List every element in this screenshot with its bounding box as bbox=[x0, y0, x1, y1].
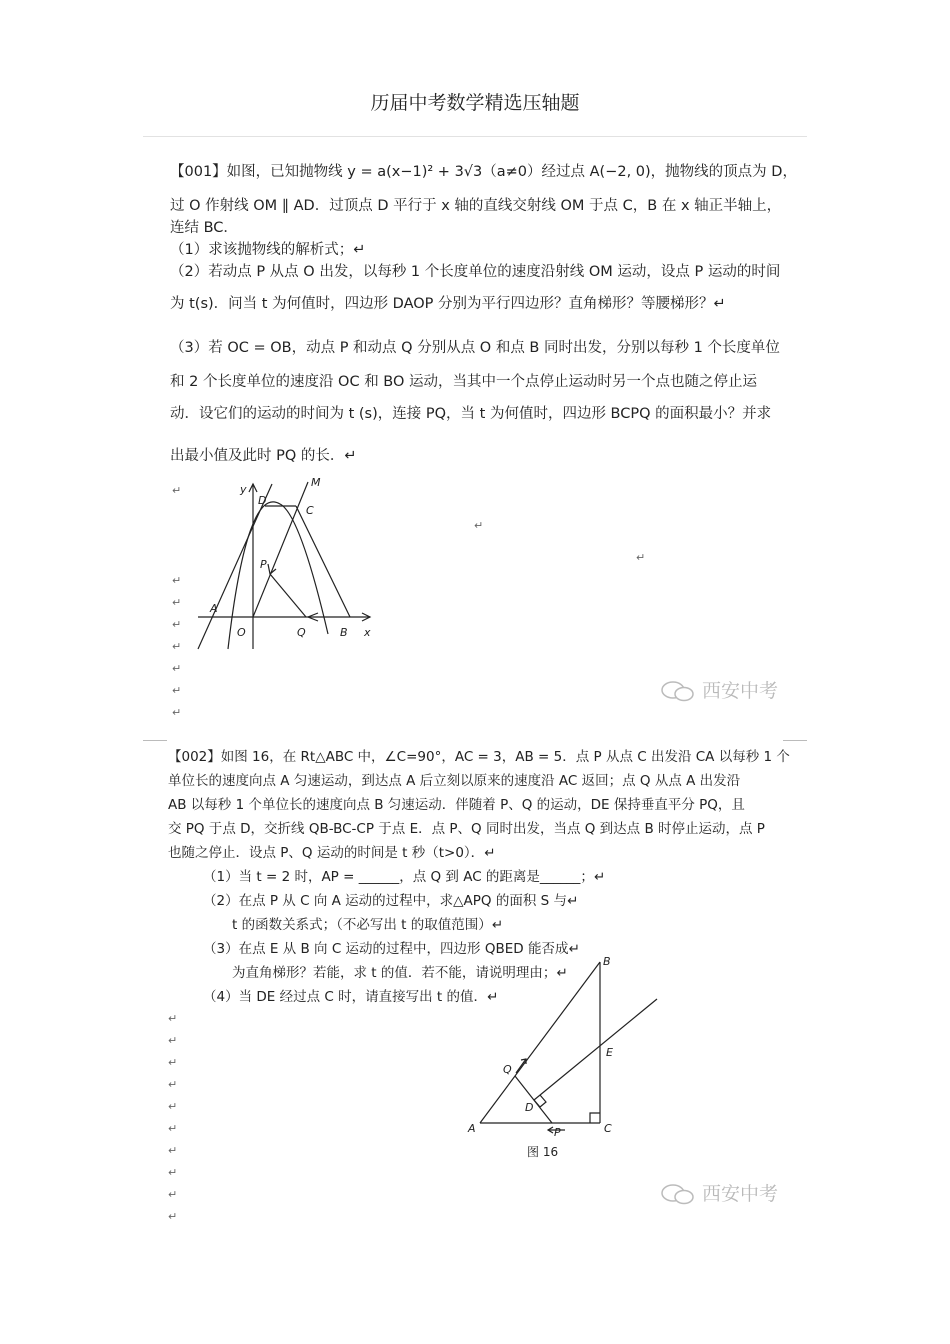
problem-1-question: 和 2 个长度单位的速度沿 OC 和 BO 运动，当其中一个点停止运动时另一个点也随之停止运 bbox=[170, 374, 758, 390]
label-D: D bbox=[525, 1101, 534, 1114]
return-mark: ↵ bbox=[172, 662, 182, 675]
page-title: 历届中考数学精选压轴题 bbox=[370, 92, 580, 114]
label-B: B bbox=[340, 626, 348, 639]
wechat-icon bbox=[660, 680, 696, 702]
right-angle-C bbox=[590, 1113, 600, 1123]
return-mark: ↵ bbox=[172, 706, 182, 719]
q-arrow-shaft bbox=[516, 1059, 526, 1073]
wechat-icon bbox=[660, 1183, 696, 1205]
label-C: C bbox=[604, 1122, 612, 1135]
return-mark: ↵ bbox=[172, 640, 182, 653]
triangle-figure bbox=[460, 950, 670, 1165]
problem-1-question: （3）若 OC = OB，动点 P 和动点 Q 分别从点 O 和点 B 同时出发，分别以每秒 1 个长度单位 bbox=[170, 340, 780, 356]
return-mark: ↵ bbox=[168, 1210, 178, 1223]
side-AB bbox=[480, 962, 600, 1123]
problem-2-line: 单位长的速度向点 A 匀速运动，到达点 A 后立刻以原来的速度沿 AC 返回；点 Q 从点 A 出发沿 bbox=[168, 773, 741, 789]
segment-PQ bbox=[515, 1076, 552, 1123]
return-mark: ↵ bbox=[172, 684, 182, 697]
return-mark: ↵ bbox=[168, 1166, 178, 1179]
label-O: O bbox=[237, 626, 246, 639]
label-A: A bbox=[468, 1122, 476, 1135]
label-P: P bbox=[260, 558, 267, 571]
line-DE bbox=[534, 999, 657, 1100]
label-Q: Q bbox=[503, 1063, 512, 1076]
problem-2-line: 【002】如图 16，在 Rt△ABC 中，∠C=90°，AC = 3，AB = 5．点 P 从点 C 出发沿 CA 以每秒 1 个 bbox=[168, 749, 790, 765]
problem-2-question: t 的函数关系式；（不必写出 t 的取值范围）↵ bbox=[232, 917, 504, 933]
problem-1-question: （2）若动点 P 从点 O 出发，以每秒 1 个长度单位的速度沿射线 OM 运动，设点 P 运动的时间 bbox=[170, 264, 781, 280]
label-B: B bbox=[603, 955, 611, 968]
problem-2-line: 也随之停止．设点 P、Q 运动的时间是 t 秒（t>0）．↵ bbox=[168, 845, 496, 861]
problem-1-line: 连结 BC． bbox=[170, 220, 238, 236]
return-mark: ↵ bbox=[168, 1144, 178, 1157]
return-mark: ↵ bbox=[636, 551, 646, 564]
label-D: D bbox=[258, 494, 267, 507]
problem-2-question: （3）在点 E 从 B 向 C 运动的过程中，四边形 QBED 能否成↵ bbox=[203, 941, 580, 957]
problem-2-question: （1）当 t = 2 时，AP = ______，点 Q 到 AC 的距离是______；↵ bbox=[203, 869, 606, 885]
watermark-text: 西安中考 bbox=[702, 1183, 779, 1205]
return-mark: ↵ bbox=[168, 1100, 178, 1113]
problem-1-question: （1）求该抛物线的解析式；↵ bbox=[170, 242, 366, 258]
watermark bbox=[660, 1179, 778, 1206]
return-mark: ↵ bbox=[172, 596, 182, 609]
return-mark: ↵ bbox=[168, 1188, 178, 1201]
problem-2-question: （4）当 DE 经过点 C 时，请直接写出 t 的值．↵ bbox=[203, 989, 499, 1005]
label-M: M bbox=[311, 476, 321, 489]
label-E: E bbox=[606, 1046, 613, 1059]
watermark-text: 西安中考 bbox=[702, 680, 779, 702]
figure-caption: 图 16 bbox=[527, 1145, 559, 1159]
title-divider bbox=[143, 136, 807, 137]
label-Q: Q bbox=[297, 626, 306, 639]
return-mark: ↵ bbox=[168, 1056, 178, 1069]
return-mark: ↵ bbox=[172, 484, 182, 497]
label-x: x bbox=[364, 626, 371, 639]
problem-2-question: 为直角梯形？若能，求 t 的值．若不能，请说明理由；↵ bbox=[232, 965, 568, 981]
watermark bbox=[660, 676, 778, 703]
label-P: P bbox=[554, 1126, 561, 1139]
return-mark: ↵ bbox=[172, 574, 182, 587]
return-mark: ↵ bbox=[168, 1012, 178, 1025]
return-mark: ↵ bbox=[172, 618, 182, 631]
problem-1-question: 出最小值及此时 PQ 的长．↵ bbox=[170, 448, 357, 464]
problem-1-line: 过 O 作射线 OM ∥ AD．过顶点 D 平行于 x 轴的直线交射线 OM 于点 C，B 在 x 轴正半轴上， bbox=[170, 198, 782, 214]
return-mark: ↵ bbox=[168, 1122, 178, 1135]
problem-1-question: 动．设它们的运动的时间为 t (s)，连接 PQ，当 t 为何值时，四边形 BCPQ 的面积最小？并求 bbox=[170, 406, 772, 422]
problem-2-question: （2）在点 P 从 C 向 A 运动的过程中，求△APQ 的面积 S 与↵ bbox=[203, 893, 579, 909]
parabola-figure bbox=[190, 474, 390, 654]
segment-BC bbox=[296, 506, 350, 617]
section-divider bbox=[143, 740, 167, 741]
return-mark: ↵ bbox=[474, 519, 484, 532]
problem-2-line: AB 以每秒 1 个单位长的速度向点 B 匀速运动．伴随着 P、Q 的运动，DE 保持垂直平分 PQ，且 bbox=[168, 797, 745, 813]
return-mark: ↵ bbox=[168, 1034, 178, 1047]
section-divider bbox=[783, 740, 807, 741]
problem-2-line: 交 PQ 于点 D，交折线 QB-BC-CP 于点 E．点 P、Q 同时出发，当点 Q 到达点 B 时停止运动，点 P bbox=[168, 821, 765, 837]
right-angle-D bbox=[534, 1095, 546, 1107]
segment-PQ bbox=[270, 574, 306, 617]
label-y: y bbox=[240, 483, 247, 496]
return-mark: ↵ bbox=[168, 1078, 178, 1091]
label-A: A bbox=[210, 602, 218, 615]
problem-1-line: 【001】如图，已知抛物线 y = a(x−1)² + 3√3（a≠0）经过点 A(−2, 0)，抛物线的顶点为 D， bbox=[170, 164, 797, 180]
label-C: C bbox=[306, 504, 314, 517]
problem-1-question: 为 t(s)．问当 t 为何值时，四边形 DAOP 分别为平行四边形？直角梯形？等腰梯形？↵ bbox=[170, 296, 726, 312]
